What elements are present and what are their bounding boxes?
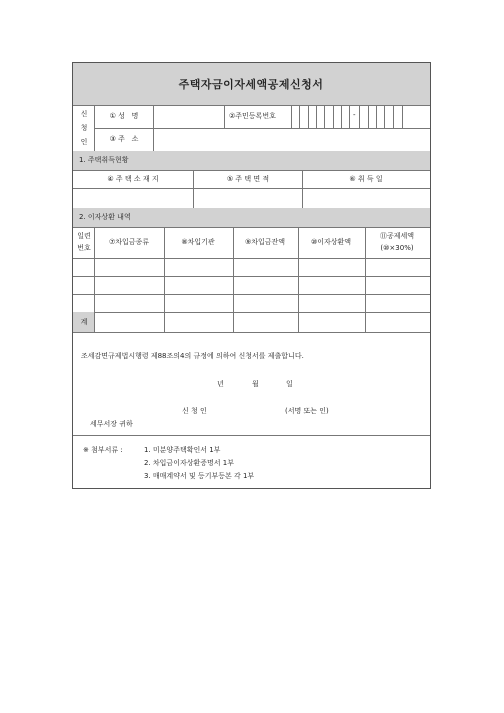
col-lender: ⑧차입기관 — [181, 238, 215, 246]
attachment-item-3: 3. 매매계약서 및 등기부등본 각 1부 — [144, 472, 255, 480]
attachments-label: ※ 첨부서류 : — [83, 446, 123, 454]
table-row[interactable] — [74, 295, 429, 311]
col-loan-balance: ⑨차입금잔액 — [244, 238, 286, 246]
name-label: ① 성 명 — [109, 112, 139, 120]
col-serial-line2: 번호 — [77, 244, 91, 252]
table-row[interactable] — [74, 277, 429, 293]
declaration-statement: 조세감면규제법시행령 제88조의4의 규정에 의하여 신청서를 제출합니다. — [81, 352, 304, 360]
col-area: ⑤ 주 택 면 적 — [226, 175, 270, 183]
date-month-label: 월 — [252, 380, 259, 388]
col-interest-repaid: ⑩이자상환액 — [310, 238, 352, 246]
applicant-side-label-2: 청 — [80, 124, 88, 132]
location-field[interactable] — [74, 189, 192, 207]
applicant-side-label-3: 인 — [80, 138, 88, 146]
total-label: 계 — [80, 318, 88, 326]
attachment-item-1: 1. 미분양주택확인서 1부 — [144, 446, 221, 454]
address-field[interactable] — [154, 129, 429, 150]
area-field[interactable] — [194, 189, 301, 207]
applicant-side-label-1: 신 — [80, 110, 88, 118]
col-tax-credit-line2: (⑩×30%) — [380, 244, 414, 252]
signature-note: (서명 또는 인) — [285, 407, 329, 415]
col-tax-credit-line1: ⑪공제세액 — [379, 232, 415, 240]
date-year-label: 년 — [217, 380, 224, 388]
applicant-signature-label: 신 청 인 — [182, 407, 207, 415]
rrn-field[interactable] — [292, 106, 429, 127]
col-acquisition-date: ⑥ 취 득 일 — [349, 175, 383, 183]
section1-title: 1. 주택취득현황 — [79, 156, 129, 164]
address-label: ③ 주 소 — [109, 135, 139, 143]
recipient: 세무서장 귀하 — [90, 420, 133, 428]
rrn-dash: - — [353, 111, 356, 119]
col-serial-line1: 일련 — [77, 232, 91, 240]
form-title: 주택자금이자세액공제신청서 — [178, 78, 324, 91]
name-field[interactable] — [154, 106, 223, 127]
col-location: ④ 주 택 소 재 지 — [107, 175, 159, 183]
table-row[interactable] — [74, 259, 429, 275]
application-form — [72, 62, 431, 489]
col-loan-type: ⑦차입금종류 — [108, 238, 150, 246]
rrn-label: ②주민등록번호 — [229, 112, 276, 120]
acquisition-date-field[interactable] — [303, 189, 429, 207]
total-row[interactable] — [95, 313, 429, 331]
attachment-item-2: 2. 차입금이자상환증명서 1부 — [144, 459, 234, 467]
date-day-label: 일 — [286, 380, 293, 388]
section2-title: 2. 이자상환 내역 — [79, 213, 131, 221]
